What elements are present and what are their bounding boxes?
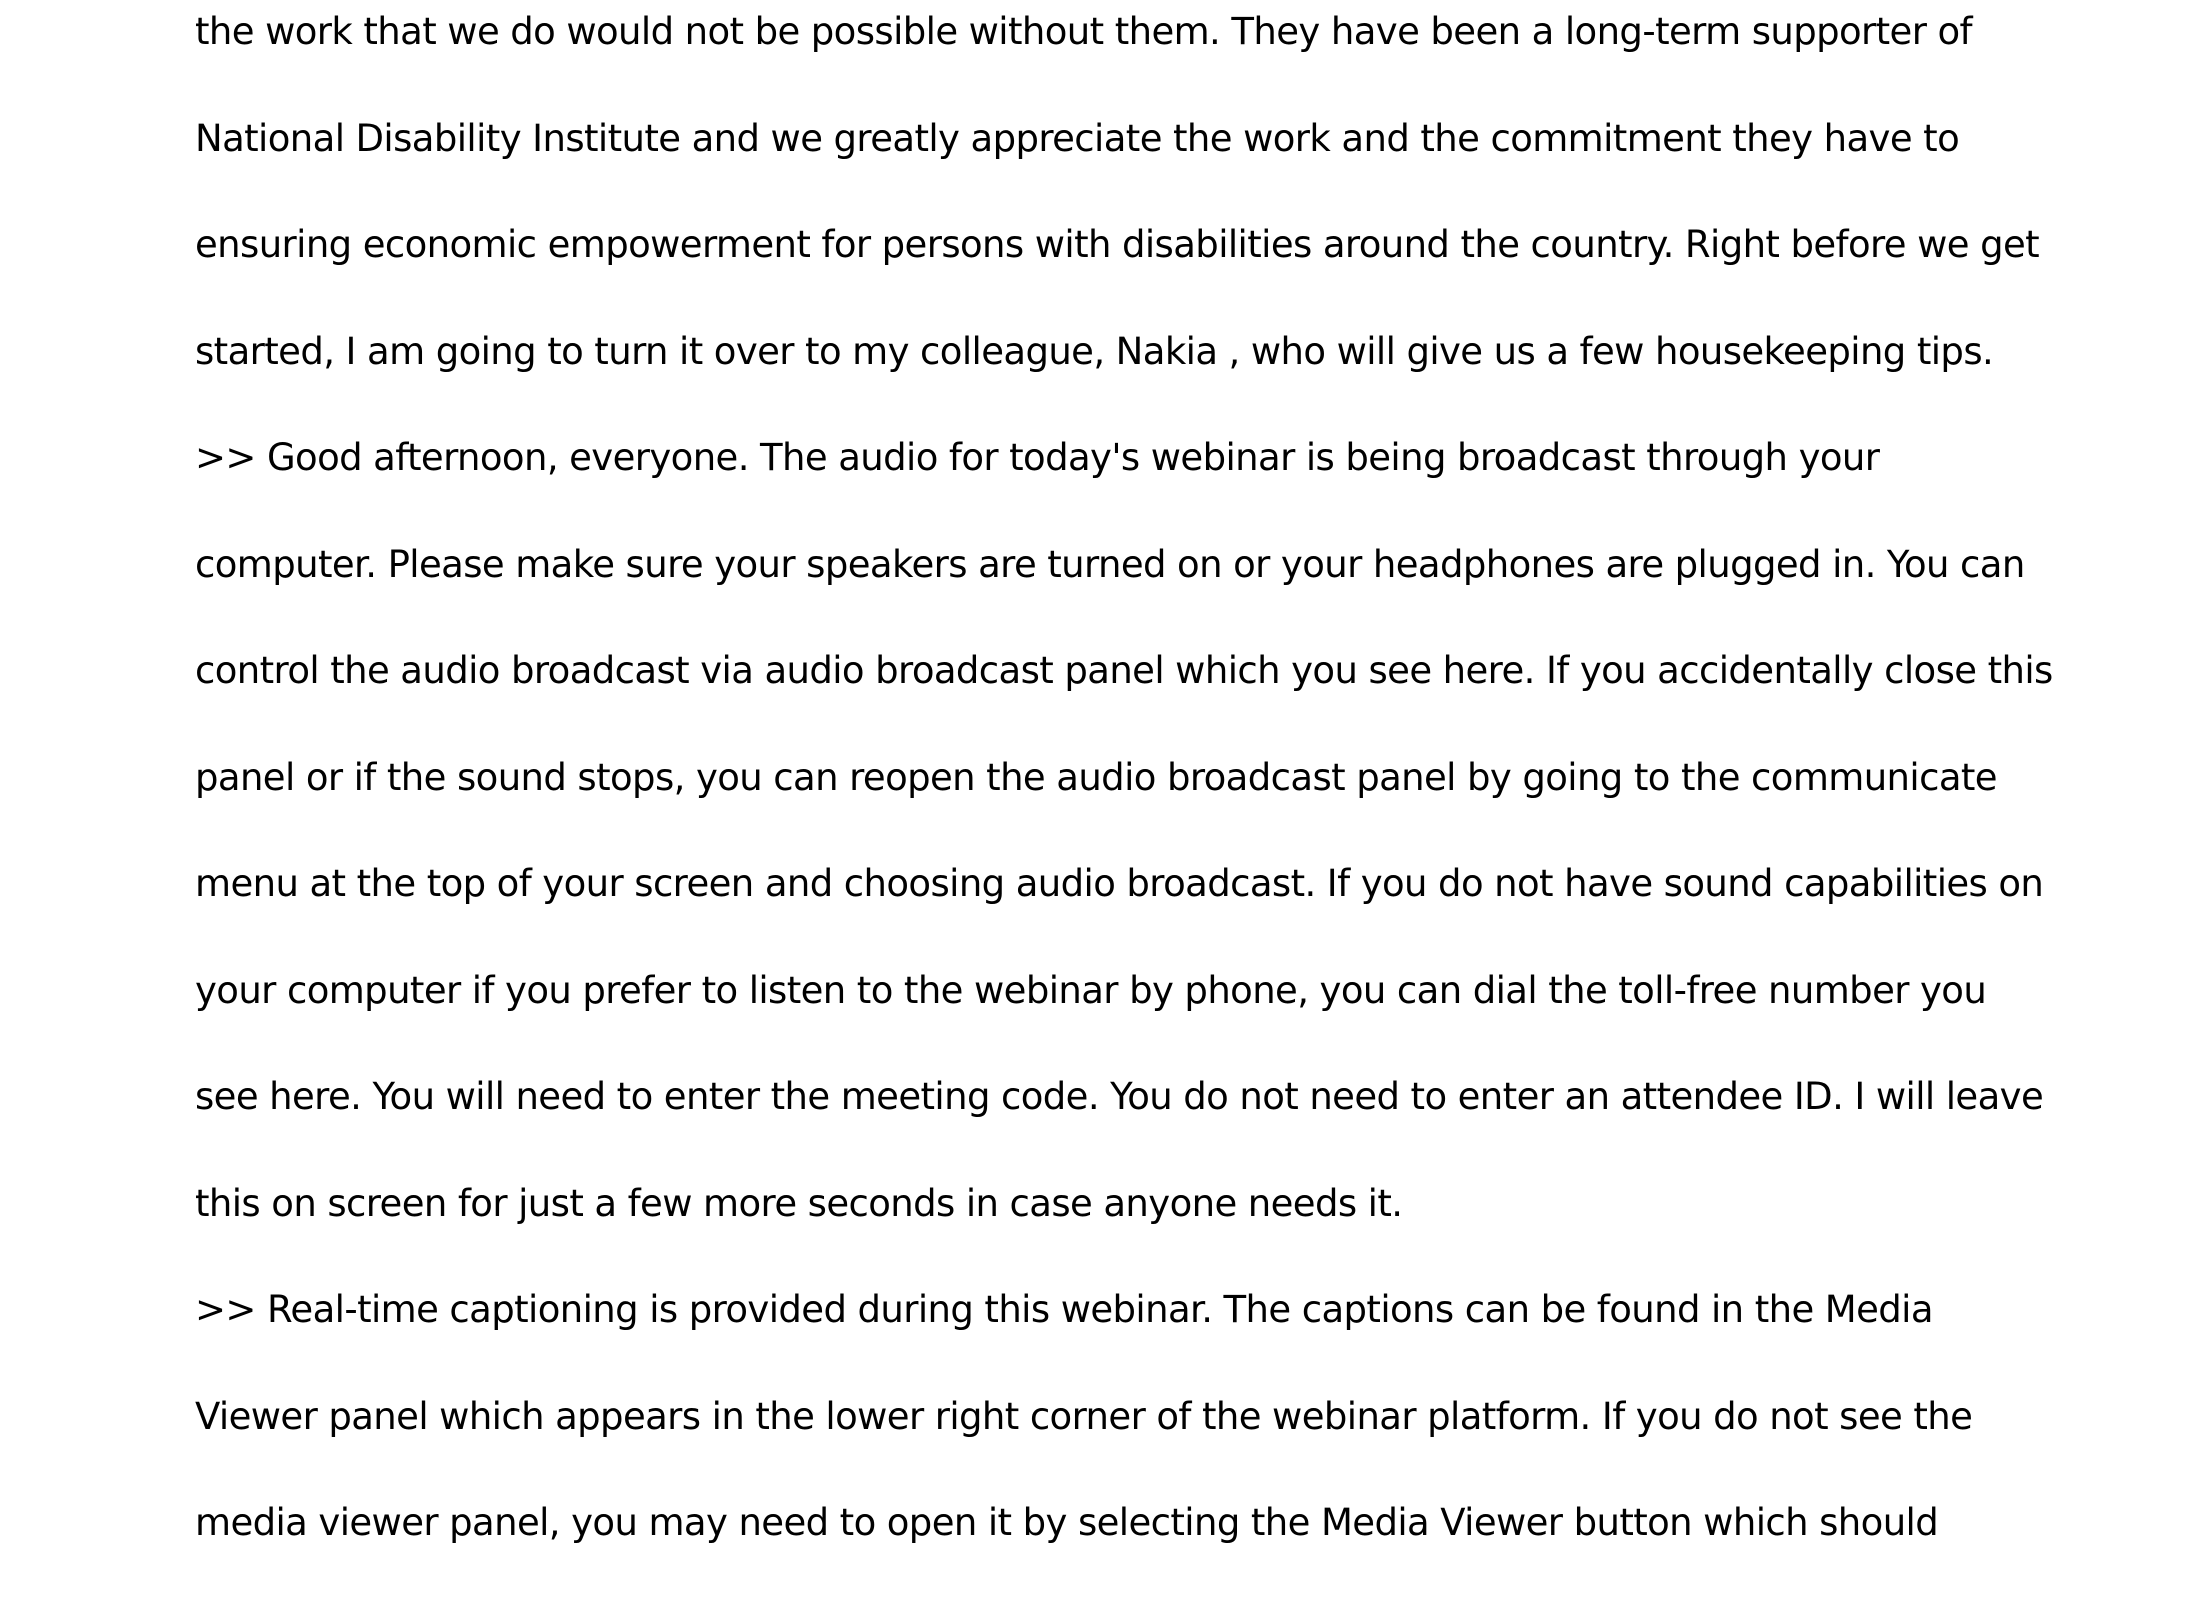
text-line: panel or if the sound stops, you can reopen the audio broadcast panel by going to the communicate [195, 755, 1997, 799]
text-line: Viewer panel which appears in the lower right corner of the webinar platform. If you do not see the [195, 1394, 1973, 1438]
text-line: started, I am going to turn it over to my colleague, Nakia , who will give us a few housekeeping tips. [195, 329, 1994, 373]
text-line: National Disability Institute and we greatly appreciate the work and the commitment they have to [195, 116, 1960, 160]
text-line: control the audio broadcast via audio broadcast panel which you see here. If you accidentally close this [195, 649, 2053, 692]
text-line: media viewer panel, you may need to open it by selecting the Media Viewer button which should [195, 1501, 1939, 1544]
text-line: >> Real-time captioning is provided during this webinar. The captions can be found in the Media [195, 1288, 1933, 1331]
text-line: this on screen for just a few more seconds in case anyone needs it. [195, 1181, 1403, 1225]
text-line: computer. Please make sure your speakers are turned on or your headphones are plugged in. You can [195, 542, 2025, 586]
transcript-body [195, 0, 2095, 1577]
text-line: the work that we do would not be possible without them. They have been a long-term supporter of [195, 10, 1972, 53]
text-line: ensuring economic empowerment for persons with disabilities around the country. Right before we get [195, 223, 2040, 266]
text-line: >> Good afternoon, everyone. The audio for today's webinar is being broadcast through your [195, 436, 1880, 479]
text-line: your computer if you prefer to listen to the webinar by phone, you can dial the toll-free number you [195, 968, 1987, 1012]
text-line: menu at the top of your screen and choosing audio broadcast. If you do not have sound capabilities on [195, 862, 2044, 905]
text-line: see here. You will need to enter the meeting code. You do not need to enter an attendee ID. I will leave [195, 1075, 2044, 1118]
